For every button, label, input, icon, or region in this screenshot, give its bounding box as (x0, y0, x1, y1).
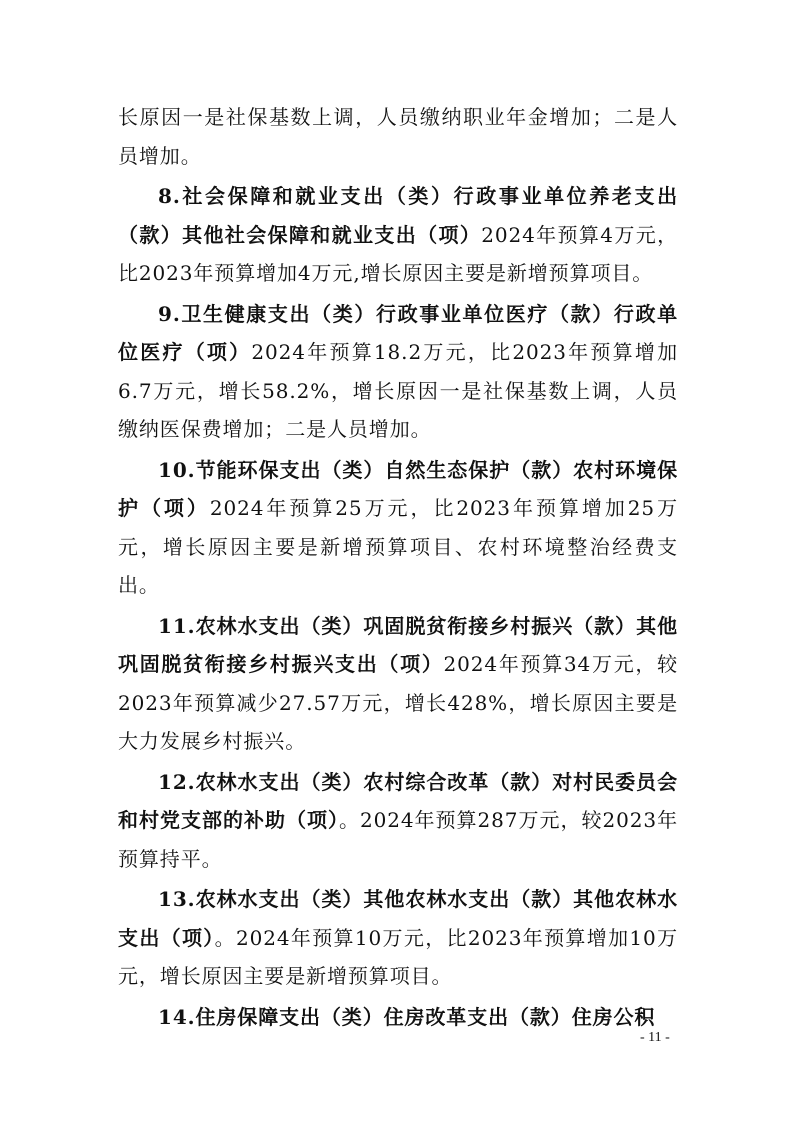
paragraph-item-13 (118, 880, 678, 996)
paragraph-heading: 8.社会保障和就业支出（类）行政事业单位养老支出（款）其他社会保障和就业支出（项） (118, 184, 678, 247)
paragraph-item-14 (118, 998, 678, 1037)
page-number: - 11 - (640, 1030, 670, 1045)
paragraph-body: 长原因一是社保基数上调，人员缴纳职业年金增加；二是人员增加。 (118, 105, 678, 168)
paragraph-heading: 10.节能环保支出（类）自然生态保护（款）农村环境保护（项） (118, 457, 678, 520)
paragraph-body: 2024年预算4万元，比2023年预算增加4万元,增长原因主要是新增预算项目。 (118, 222, 678, 285)
paragraph-heading: 11.农林水支出（类）巩固脱贫衔接乡村振兴（款）其他巩固脱贫衔接乡村振兴支出（项） (118, 613, 678, 676)
paragraph-heading: 9.卫生健康支出（类）行政事业单位医疗（款）行政单位医疗（项） (118, 301, 678, 364)
paragraph-body: 。2024年预算287万元，较2023年预算持平。 (118, 808, 678, 871)
paragraph-item-12 (118, 763, 678, 879)
paragraph-continuation (118, 98, 678, 175)
paragraph-heading: 13.农林水支出（类）其他农林水支出（款）其他农林水支出（项） (118, 887, 678, 950)
body-text (118, 98, 678, 1038)
paragraph-item-11 (118, 607, 678, 761)
paragraph-body: 。2024年预算10万元，比2023年预算增加10万元，增长原因主要是新增预算项目。 (118, 925, 678, 988)
paragraph-body: 2024年预算18.2万元，比2023年预算增加6.7万元，增长58.2%，增长原因一是社保基数上调，人员缴纳医保费增加；二是人员增加。 (118, 340, 678, 441)
paragraph-item-10 (118, 451, 678, 605)
paragraph-item-9 (118, 295, 678, 449)
paragraph-heading: 14.住房保障支出（类）住房改革支出（款）住房公积 (158, 1004, 656, 1029)
paragraph-heading: 12.农林水支出（类）农村综合改革（款）对村民委员会和村党支部的补助（项） (118, 769, 678, 832)
paragraph-item-8 (118, 177, 678, 293)
paragraph-body: 2024年预算25万元，比2023年预算增加25万元，增长原因主要是新增预算项目、农村环境整治经费支出。 (118, 496, 678, 597)
paragraph-body: 2024年预算34万元，较2023年预算减少27.57万元，增长428%，增长原因主要是大力发展乡村振兴。 (118, 652, 678, 753)
